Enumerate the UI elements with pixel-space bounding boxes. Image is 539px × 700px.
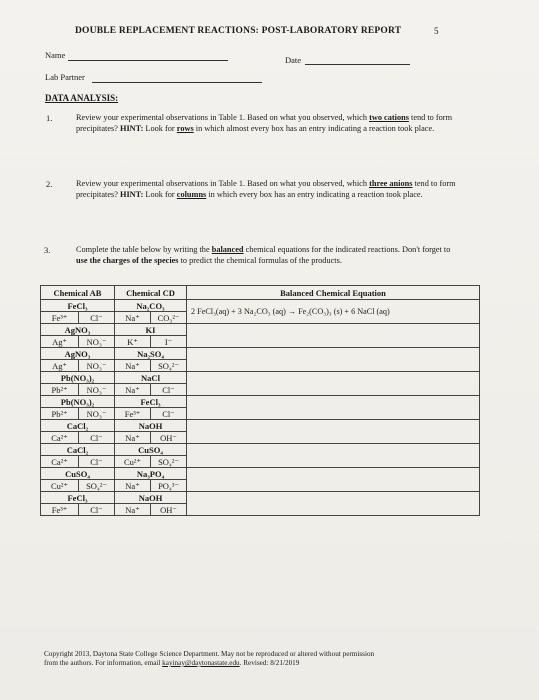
cation-ab-cell: Pb²⁺ <box>41 408 79 420</box>
cation-cd-cell: Na⁺ <box>115 432 151 444</box>
cation-ab-cell: Fe³⁺ <box>41 312 79 324</box>
balanced-equation-cell[interactable] <box>187 348 480 372</box>
anion-ab-cell: NO₃⁻ <box>79 384 115 396</box>
question-3-text: Complete the table below by writing the balanced chemical equations for the indicated reactions. Don't forget to use the charges of the species to predict the chemical formulas of the products. <box>76 245 451 265</box>
balanced-equation-cell[interactable] <box>187 396 480 420</box>
reaction-compound-row <box>41 372 480 384</box>
reaction-compound-row <box>41 420 480 432</box>
anion-ab-cell: NO₃⁻ <box>79 360 115 372</box>
balanced-equation-cell[interactable] <box>187 492 480 516</box>
cation-ab-cell: Ag⁺ <box>41 336 79 348</box>
reaction-compound-row <box>41 300 480 312</box>
header-chemical-ab: Chemical AB <box>41 286 115 300</box>
chemical-cd-cell: KI <box>115 324 187 336</box>
section-title: DATA ANALYSIS: <box>45 93 119 103</box>
question-3-number: 3. <box>44 245 51 255</box>
cation-cd-cell: Na⁺ <box>115 312 151 324</box>
anion-ab-cell: Cl⁻ <box>79 432 115 444</box>
anion-cd-cell: CO₃²⁻ <box>151 312 187 324</box>
anion-cd-cell: Cl⁻ <box>151 408 187 420</box>
cation-ab-cell: Cu²⁺ <box>41 480 79 492</box>
balanced-equation-cell[interactable] <box>187 444 480 468</box>
cation-cd-cell: Na⁺ <box>115 360 151 372</box>
cation-cd-cell: Na⁺ <box>115 504 151 516</box>
table-header-row <box>41 286 480 300</box>
footer-line-1: Copyright 2013, Daytona State College Science Department. May not be reproduced or altered without permission <box>44 650 375 658</box>
chemical-cd-cell: NaOH <box>115 420 187 432</box>
reaction-compound-row <box>41 468 480 480</box>
cation-cd-cell: Cu²⁺ <box>115 456 151 468</box>
cation-cd-cell: Na⁺ <box>115 384 151 396</box>
anion-cd-cell: PO₄³⁻ <box>151 480 187 492</box>
chemical-cd-cell: Na₂CO₃ <box>115 300 187 312</box>
balanced-equation-cell[interactable] <box>187 324 480 348</box>
anion-cd-cell: SO₄²⁻ <box>151 456 187 468</box>
chemical-ab-cell: FeCl₃ <box>41 492 115 504</box>
header-balanced-equation: Balanced Chemical Equation <box>187 286 480 300</box>
cation-ab-cell: Ag⁺ <box>41 360 79 372</box>
name-field[interactable] <box>68 60 228 61</box>
anion-cd-cell: OH⁻ <box>151 432 187 444</box>
anion-ab-cell: Cl⁻ <box>79 504 115 516</box>
footer-line-2: from the authors. For information, email kayinay@daytonastate.edu. Revised: 8/21/2019 <box>44 659 300 667</box>
chemical-cd-cell: Na₃PO₄ <box>115 468 187 480</box>
reaction-compound-row <box>41 324 480 336</box>
chemical-ab-cell: CuSO₄ <box>41 468 115 480</box>
cation-cd-cell: Na⁺ <box>115 480 151 492</box>
anion-ab-cell: SO₄²⁻ <box>79 480 115 492</box>
cation-ab-cell: Pb²⁺ <box>41 384 79 396</box>
page-number: 5 <box>434 26 439 36</box>
copyright-footer <box>44 650 484 668</box>
cation-ab-cell: Fe³⁺ <box>41 504 79 516</box>
anion-ab-cell: NO₃⁻ <box>79 408 115 420</box>
chemical-ab-cell: CaCl₂ <box>41 420 115 432</box>
chemical-ab-cell: AgNO₃ <box>41 324 115 336</box>
balanced-equation-cell[interactable] <box>187 420 480 444</box>
reaction-compound-row <box>41 444 480 456</box>
chemical-ab-cell: Pb(NO₃)₂ <box>41 372 115 384</box>
chemical-ab-cell: Pb(NO₃)₂ <box>41 396 115 408</box>
chemical-ab-cell: FeCl₃ <box>41 300 115 312</box>
date-field[interactable] <box>305 64 410 65</box>
cation-ab-cell: Ca²⁺ <box>41 456 79 468</box>
cation-cd-cell: K⁺ <box>115 336 151 348</box>
anion-cd-cell: OH⁻ <box>151 504 187 516</box>
header-chemical-cd: Chemical CD <box>115 286 187 300</box>
chemical-cd-cell: FeCl₃ <box>115 396 187 408</box>
chemical-cd-cell: Na₂SO₄ <box>115 348 187 360</box>
lab-partner-field[interactable] <box>92 82 262 83</box>
cation-cd-cell: Fe³⁺ <box>115 408 151 420</box>
anion-cd-cell: I⁻ <box>151 336 187 348</box>
balanced-equation-cell[interactable] <box>187 372 480 396</box>
reaction-compound-row <box>41 348 480 360</box>
cation-ab-cell: Ca²⁺ <box>41 432 79 444</box>
anion-cd-cell: SO₄²⁻ <box>151 360 187 372</box>
chemical-cd-cell: NaOH <box>115 492 187 504</box>
date-label: Date <box>285 55 302 65</box>
chemical-cd-cell: CuSO₄ <box>115 444 187 456</box>
reaction-compound-row <box>41 396 480 408</box>
contact-email-link[interactable]: kayinay@daytonastate.edu <box>162 659 240 667</box>
anion-ab-cell: Cl⁻ <box>79 312 115 324</box>
balanced-equation-cell[interactable]: 2 FeCl₃(aq) + 3 Na₂CO₃ (aq) → Fe₂(CO₃)₃ (s) + 6 NaCl (aq) <box>187 300 480 324</box>
chemical-cd-cell: NaCl <box>115 372 187 384</box>
question-2-text: Review your experimental observations in Table 1. Based on what you observed, which three anions tend to form precipitates? HINT: Look for columns in which every box has an entry indicating a reaction took place. <box>76 179 456 199</box>
balanced-equation-cell[interactable] <box>187 468 480 492</box>
reactions-table <box>40 285 480 516</box>
lab-partner-label: Lab Partner <box>45 72 85 82</box>
chemical-ab-cell: AgNO₃ <box>41 348 115 360</box>
chemical-ab-cell: CaCl₂ <box>41 444 115 456</box>
question-1-number: 1. <box>46 113 53 123</box>
anion-ab-cell: Cl⁻ <box>79 456 115 468</box>
anion-ab-cell: NO₃⁻ <box>79 336 115 348</box>
reaction-compound-row <box>41 492 480 504</box>
page-title: DOUBLE REPLACEMENT REACTIONS: POST-LABORATORY REPORT <box>75 26 402 36</box>
anion-cd-cell: Cl⁻ <box>151 384 187 396</box>
name-label: Name <box>45 50 66 60</box>
question-1-text: Review your experimental observations in Table 1. Based on what you observed, which two cations tend to form precipitates? HINT: Look for rows in which almost every box has an entry indicating a reaction took place. <box>76 113 453 133</box>
question-2-number: 2. <box>46 179 53 189</box>
